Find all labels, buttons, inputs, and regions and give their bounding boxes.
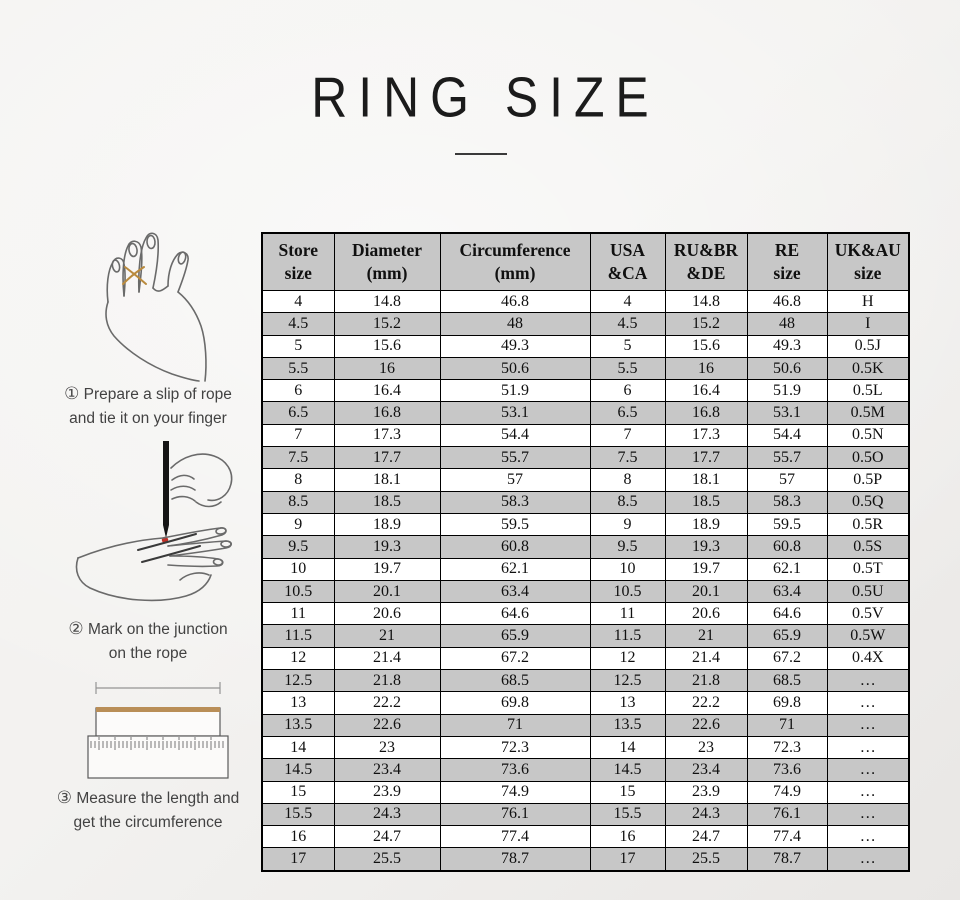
table-cell: 13 (590, 692, 665, 714)
table-row (262, 603, 909, 625)
table-cell: 0.5S (827, 536, 909, 558)
table-row (262, 380, 909, 402)
table-cell: 55.7 (440, 447, 590, 469)
table-row (262, 291, 909, 313)
step-3-caption (34, 786, 262, 835)
table-cell: 18.9 (665, 513, 747, 535)
table-cell: 0.5O (827, 447, 909, 469)
table-cell: 14.8 (334, 291, 440, 313)
table-cell: 53.1 (440, 402, 590, 424)
table-cell: 78.7 (747, 848, 827, 871)
table-cell: 12.5 (590, 670, 665, 692)
table-row (262, 781, 909, 803)
table-cell: 16 (665, 357, 747, 379)
table-cell: 65.9 (747, 625, 827, 647)
table-cell: 76.1 (747, 803, 827, 825)
table-cell: 17 (262, 848, 334, 871)
pen (162, 441, 169, 543)
table-cell: 0.5U (827, 580, 909, 602)
table-cell: 9.5 (590, 536, 665, 558)
table-cell: 16.4 (665, 380, 747, 402)
rope-on-hand (138, 534, 200, 562)
table-cell: 10 (590, 558, 665, 580)
step-2-caption (34, 617, 262, 666)
table-cell: 58.3 (440, 491, 590, 513)
table-cell: 16 (590, 826, 665, 848)
table-cell: 0.5L (827, 380, 909, 402)
table-cell: 73.6 (440, 759, 590, 781)
table-cell: 60.8 (747, 536, 827, 558)
table-cell: … (827, 759, 909, 781)
table-cell: 18.9 (334, 513, 440, 535)
table-cell: 17.3 (665, 424, 747, 446)
table-cell: 49.3 (440, 335, 590, 357)
table-cell: 15.5 (262, 803, 334, 825)
table-cell: 21.4 (665, 647, 747, 669)
table-cell: 22.2 (334, 692, 440, 714)
hand-with-rope-ring-icon (80, 224, 240, 384)
table-header-row (262, 233, 909, 291)
table-cell: 71 (747, 714, 827, 736)
table-cell: 11 (590, 603, 665, 625)
column-header: UK&AU size (827, 233, 909, 291)
table-cell: … (827, 803, 909, 825)
table-cell: … (827, 826, 909, 848)
table-cell: … (827, 670, 909, 692)
table-cell: 10.5 (262, 580, 334, 602)
table-cell: 17.7 (334, 447, 440, 469)
table-cell: 19.7 (334, 558, 440, 580)
table-cell: 68.5 (747, 670, 827, 692)
table-row (262, 647, 909, 669)
table-cell: 69.8 (747, 692, 827, 714)
table-row (262, 335, 909, 357)
table-cell: 5 (590, 335, 665, 357)
table-cell: 7 (590, 424, 665, 446)
table-cell: 5.5 (262, 357, 334, 379)
table-cell: 48 (747, 313, 827, 335)
table-cell: 16 (262, 826, 334, 848)
table-row (262, 803, 909, 825)
table-row (262, 625, 909, 647)
table-cell: 9 (590, 513, 665, 535)
table-cell: 8 (262, 469, 334, 491)
table-cell: 14.8 (665, 291, 747, 313)
table-cell: 54.4 (440, 424, 590, 446)
table-cell: 21.4 (334, 647, 440, 669)
table-cell: 0.5V (827, 603, 909, 625)
table-cell: 4.5 (262, 313, 334, 335)
column-header: RU&BR &DE (665, 233, 747, 291)
table-cell: 55.7 (747, 447, 827, 469)
table-cell: 10 (262, 558, 334, 580)
table-cell: 17.3 (334, 424, 440, 446)
table-cell: 24.7 (334, 826, 440, 848)
table-cell: 77.4 (440, 826, 590, 848)
table-row (262, 580, 909, 602)
table-cell: 12.5 (262, 670, 334, 692)
table-row (262, 447, 909, 469)
table-cell: 19.3 (665, 536, 747, 558)
table-row (262, 424, 909, 446)
table-cell: 65.9 (440, 625, 590, 647)
table-cell: 0.5R (827, 513, 909, 535)
table-cell: H (827, 291, 909, 313)
table-cell: 20.6 (334, 603, 440, 625)
table-cell: 7.5 (262, 447, 334, 469)
table-cell: 6.5 (590, 402, 665, 424)
table-row (262, 714, 909, 736)
table-cell: 76.1 (440, 803, 590, 825)
table-row (262, 692, 909, 714)
table-cell: 15.2 (665, 313, 747, 335)
table-cell: 74.9 (440, 781, 590, 803)
table-row (262, 402, 909, 424)
measure-line (96, 682, 220, 694)
table-cell: … (827, 781, 909, 803)
table-cell: 18.5 (665, 491, 747, 513)
table-cell: 23.9 (665, 781, 747, 803)
table-cell: 13.5 (590, 714, 665, 736)
table-cell: 12 (590, 647, 665, 669)
table-cell: 6 (590, 380, 665, 402)
table-cell: 14 (262, 736, 334, 758)
table-cell: … (827, 736, 909, 758)
table-cell: 69.8 (440, 692, 590, 714)
table-cell: 63.4 (747, 580, 827, 602)
table-cell: 24.3 (665, 803, 747, 825)
table-cell: 0.5N (827, 424, 909, 446)
table-cell: 17.7 (665, 447, 747, 469)
table-cell: 68.5 (440, 670, 590, 692)
table-cell: 12 (262, 647, 334, 669)
table-cell: 7.5 (590, 447, 665, 469)
table-row (262, 469, 909, 491)
table-cell: 58.3 (747, 491, 827, 513)
table-cell: 13.5 (262, 714, 334, 736)
table-cell: 20.1 (665, 580, 747, 602)
table-cell: 14.5 (262, 759, 334, 781)
table-cell: 46.8 (747, 291, 827, 313)
table-cell: 64.6 (440, 603, 590, 625)
table-row (262, 558, 909, 580)
table-cell: 18.1 (665, 469, 747, 491)
rope-panel (96, 708, 220, 736)
step-2-text-line1: Mark on the junction (87, 621, 228, 638)
table-cell: 57 (747, 469, 827, 491)
table-cell: 23 (665, 736, 747, 758)
table-cell: 15.2 (334, 313, 440, 335)
table-cell: 73.6 (747, 759, 827, 781)
table-row (262, 759, 909, 781)
table-cell: 18.1 (334, 469, 440, 491)
table-cell: 0.5M (827, 402, 909, 424)
table-cell: 64.6 (747, 603, 827, 625)
table-cell: 11.5 (590, 625, 665, 647)
table-cell: 53.1 (747, 402, 827, 424)
table-cell: 0.5T (827, 558, 909, 580)
table-cell: 8 (590, 469, 665, 491)
column-header: Diameter (mm) (334, 233, 440, 291)
table-cell: 67.2 (440, 647, 590, 669)
table-cell: 0.5J (827, 335, 909, 357)
table-cell: 50.6 (747, 357, 827, 379)
title-divider (455, 153, 507, 155)
table-cell: 15.5 (590, 803, 665, 825)
table-cell: 16.8 (665, 402, 747, 424)
table-cell: 6.5 (262, 402, 334, 424)
pen-marking-hand-icon (68, 438, 248, 610)
table-cell: 57 (440, 469, 590, 491)
table-cell: 11 (262, 603, 334, 625)
table-cell: 25.5 (665, 848, 747, 871)
table-cell: 62.1 (440, 558, 590, 580)
table-row (262, 670, 909, 692)
table-row (262, 536, 909, 558)
step-2-number: ② (68, 619, 84, 638)
table-cell: 10.5 (590, 580, 665, 602)
table-cell: 23.4 (334, 759, 440, 781)
rope-ring-mark (123, 267, 146, 284)
column-header: RE size (747, 233, 827, 291)
table-cell: 24.3 (334, 803, 440, 825)
column-header: Circumference (mm) (440, 233, 590, 291)
table-cell: 23 (334, 736, 440, 758)
table-cell: 77.4 (747, 826, 827, 848)
column-header: Store size (262, 233, 334, 291)
table-cell: 15 (262, 781, 334, 803)
step-1-number: ① (64, 384, 80, 403)
table-cell: 51.9 (440, 380, 590, 402)
table-cell: 4 (262, 291, 334, 313)
table-row (262, 736, 909, 758)
table-cell: 25.5 (334, 848, 440, 871)
table-cell: 23.4 (665, 759, 747, 781)
table-cell: 21 (665, 625, 747, 647)
table-cell: 7 (262, 424, 334, 446)
table-cell: 0.5P (827, 469, 909, 491)
table-cell: 9.5 (262, 536, 334, 558)
table-cell: 5 (262, 335, 334, 357)
table-cell: 15.6 (334, 335, 440, 357)
table-cell: 22.6 (665, 714, 747, 736)
table-row (262, 357, 909, 379)
table-cell: 14 (590, 736, 665, 758)
table-cell: 9 (262, 513, 334, 535)
table-cell: 11.5 (262, 625, 334, 647)
table-cell: 13 (262, 692, 334, 714)
table-cell: 72.3 (440, 736, 590, 758)
step-1-text-line1: Prepare a slip of rope (83, 386, 232, 403)
table-cell: 15 (590, 781, 665, 803)
table-cell: 54.4 (747, 424, 827, 446)
table-cell: 4 (590, 291, 665, 313)
table-cell: … (827, 848, 909, 871)
table-cell: 19.3 (334, 536, 440, 558)
step-3-text-line2: get the circumference (73, 814, 223, 831)
table-cell: … (827, 692, 909, 714)
table-cell: 16 (334, 357, 440, 379)
ruler-with-rope-icon (82, 676, 234, 784)
table-cell: 48 (440, 313, 590, 335)
table-cell: 24.7 (665, 826, 747, 848)
table-cell: 50.6 (440, 357, 590, 379)
table-cell: 8.5 (590, 491, 665, 513)
table-cell: 67.2 (747, 647, 827, 669)
table-cell: 59.5 (747, 513, 827, 535)
table-cell: 0.4X (827, 647, 909, 669)
table-cell: 46.8 (440, 291, 590, 313)
table-cell: 18.5 (334, 491, 440, 513)
page-title: RING SIZE (311, 66, 660, 130)
table-row (262, 513, 909, 535)
table-cell: 19.7 (665, 558, 747, 580)
step-3-number: ③ (56, 788, 73, 807)
table-cell: 16.8 (334, 402, 440, 424)
table-cell: 20.6 (665, 603, 747, 625)
step-2-text-line2: on the rope (108, 645, 188, 662)
table-cell: 15.6 (665, 335, 747, 357)
table-cell: 74.9 (747, 781, 827, 803)
table-cell: 20.1 (334, 580, 440, 602)
table-cell: 4.5 (590, 313, 665, 335)
table-cell: 0.5W (827, 625, 909, 647)
table-cell: … (827, 714, 909, 736)
column-header: USA &CA (590, 233, 665, 291)
table-cell: 21.8 (334, 670, 440, 692)
table-cell: 22.2 (665, 692, 747, 714)
table-cell: 21.8 (665, 670, 747, 692)
table-cell: 51.9 (747, 380, 827, 402)
step-1-caption (34, 382, 262, 431)
table-cell: 5.5 (590, 357, 665, 379)
table-cell: 59.5 (440, 513, 590, 535)
table-body (262, 291, 909, 871)
table-cell: 62.1 (747, 558, 827, 580)
table-row (262, 233, 909, 291)
table-cell: 8.5 (262, 491, 334, 513)
table-cell: 16.4 (334, 380, 440, 402)
ruler-ticks (90, 737, 226, 750)
table-cell: 49.3 (747, 335, 827, 357)
table-cell: 78.7 (440, 848, 590, 871)
table-cell: 63.4 (440, 580, 590, 602)
table-cell: 0.5K (827, 357, 909, 379)
table-cell: 6 (262, 380, 334, 402)
table-row (262, 313, 909, 335)
table-row (262, 848, 909, 871)
table-row (262, 491, 909, 513)
table-cell: 17 (590, 848, 665, 871)
step-3-text-line1: Measure the length and (76, 790, 240, 807)
table-cell: 72.3 (747, 736, 827, 758)
step-1-text-line2: and tie it on your finger (69, 410, 227, 427)
table-cell: 0.5Q (827, 491, 909, 513)
table-cell: 60.8 (440, 536, 590, 558)
table-cell: 22.6 (334, 714, 440, 736)
table-row (262, 826, 909, 848)
ring-size-table (261, 232, 910, 872)
table-cell: I (827, 313, 909, 335)
table-cell: 21 (334, 625, 440, 647)
table-cell: 71 (440, 714, 590, 736)
table-cell: 14.5 (590, 759, 665, 781)
table-cell: 23.9 (334, 781, 440, 803)
